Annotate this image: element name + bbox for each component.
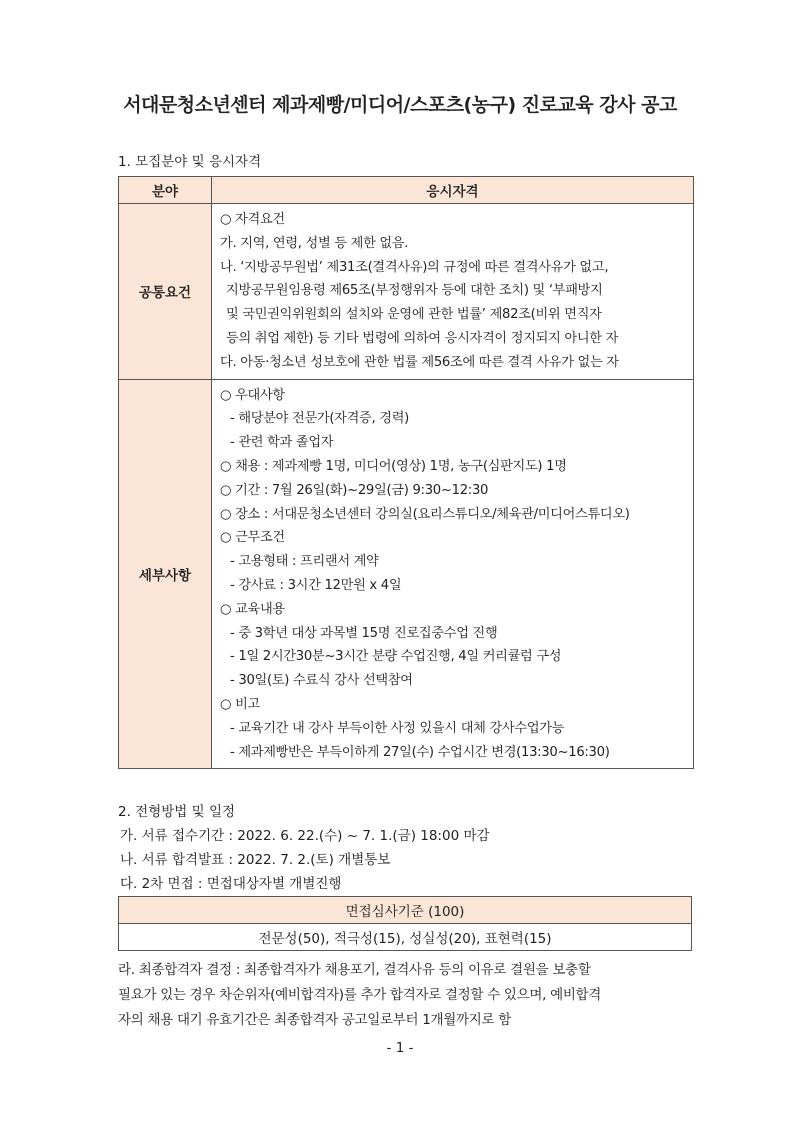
table-row — [119, 379, 694, 769]
list-item: - 1일 2시간30분~3시간 분량 수업진행, 4일 커리큘럼 구성 — [230, 649, 562, 665]
table-header-row — [119, 177, 694, 204]
list-item: 가. 지역, 연령, 성별 등 제한 없음. — [220, 235, 409, 251]
list-item: ○ 교육내용 — [220, 601, 285, 617]
list-item: - 해당분야 전문가(자격증, 경력) — [230, 411, 409, 427]
header-qualification: 응시자격 — [212, 177, 694, 204]
list-item: ○ 기간 : 7월 26일(화)~29일(금) 9:30~12:30 — [220, 482, 489, 498]
list-item: ○ 근무조건 — [220, 530, 285, 546]
qualification-table — [118, 176, 694, 769]
note-line: 필요가 있는 경우 차순위자(예비합격자)를 추가 합격자로 결정할 수 있으며, 예비합격 — [118, 987, 602, 1003]
list-item: - 제과제빵반은 부득이하게 27일(수) 수업시간 변경(13:30~16:30) — [230, 744, 610, 760]
list-item: ○ 장소 : 서대문청소년센터 강의실(요리스튜디오/체육관/미디어스튜디오) — [220, 506, 630, 522]
criteria-header: 면접심사기준 (100) — [119, 897, 692, 924]
list-item: - 관련 학과 졸업자 — [230, 435, 334, 451]
row-body-common — [212, 204, 694, 380]
row-label-common: 공통요건 — [119, 204, 212, 380]
list-item: 지방공무원임용령 제65조(부정행위자 등에 대한 조치) 및 ‘부패방지 — [226, 283, 603, 299]
section-2-heading: 2. 전형방법 및 일정 — [118, 804, 236, 820]
header-field: 분야 — [119, 177, 212, 204]
table-row — [119, 897, 692, 924]
table-row — [119, 924, 692, 951]
list-item: 등의 취업 제한) 등 기타 법령에 의하여 응시자격이 정지되지 아니한 자 — [226, 330, 619, 346]
page-number: - 1 - — [386, 1040, 414, 1056]
row-label-details: 세부사항 — [119, 379, 212, 769]
list-item: 및 국민권익위원회의 설치와 운영에 관한 법률’ 제82조(비위 면직자 — [226, 307, 602, 323]
list-item: 다. 아동·청소년 성보호에 관한 법률 제56조에 따른 결격 사유가 없는 자 — [220, 354, 619, 370]
schedule-item: 가. 서류 접수기간 : 2022. 6. 22.(수) ~ 7. 1.(금) 18:00 마감 — [120, 828, 490, 844]
list-item: - 교육기간 내 강사 부득이한 사정 있을시 대체 강사수업가능 — [230, 720, 565, 736]
list-item: - 중 3학년 대상 과목별 15명 진로집중수업 진행 — [230, 625, 498, 641]
interview-criteria-table — [118, 896, 692, 951]
table-row — [119, 204, 694, 380]
note-line: 자의 채용 대기 유효기간은 최종합격자 공고일로부터 1개월까지로 함 — [118, 1012, 511, 1028]
list-item: - 강사료 : 3시간 12만원 x 4일 — [230, 577, 402, 593]
list-item: 나. ‘지방공무원법’ 제31조(결격사유)의 규정에 따른 결격사유가 없고, — [220, 259, 609, 275]
list-item: - 고용형태 : 프리랜서 계약 — [230, 554, 379, 570]
list-item: - 30일(토) 수료식 강사 선택참여 — [230, 673, 413, 689]
list-item: ○ 우대사항 — [220, 387, 285, 403]
list-item: ○ 비고 — [220, 696, 260, 712]
row-body-details — [212, 379, 694, 769]
section-1-heading: 1. 모집분야 및 응시자격 — [118, 154, 262, 170]
document-title: 서대문청소년센터 제과제빵/미디어/스포츠(농구) 진로교육 강사 공고 — [123, 94, 677, 116]
schedule-item: 다. 2차 면접 : 면접대상자별 개별진행 — [120, 876, 342, 892]
schedule-item: 나. 서류 합격발표 : 2022. 7. 2.(토) 개별통보 — [120, 852, 391, 868]
note-line: 라. 최종합격자 결정 : 최종합격자가 채용포기, 결격사유 등의 이유로 결원을 보충할 — [118, 962, 591, 978]
final-selection-note — [118, 958, 694, 1033]
list-item: ○ 자격요건 — [220, 212, 285, 227]
list-item: ○ 채용 : 제과제빵 1명, 미디어(영상) 1명, 농구(심판지도) 1명 — [220, 458, 567, 474]
criteria-values: 전문성(50), 적극성(15), 성실성(20), 표현력(15) — [119, 924, 692, 951]
